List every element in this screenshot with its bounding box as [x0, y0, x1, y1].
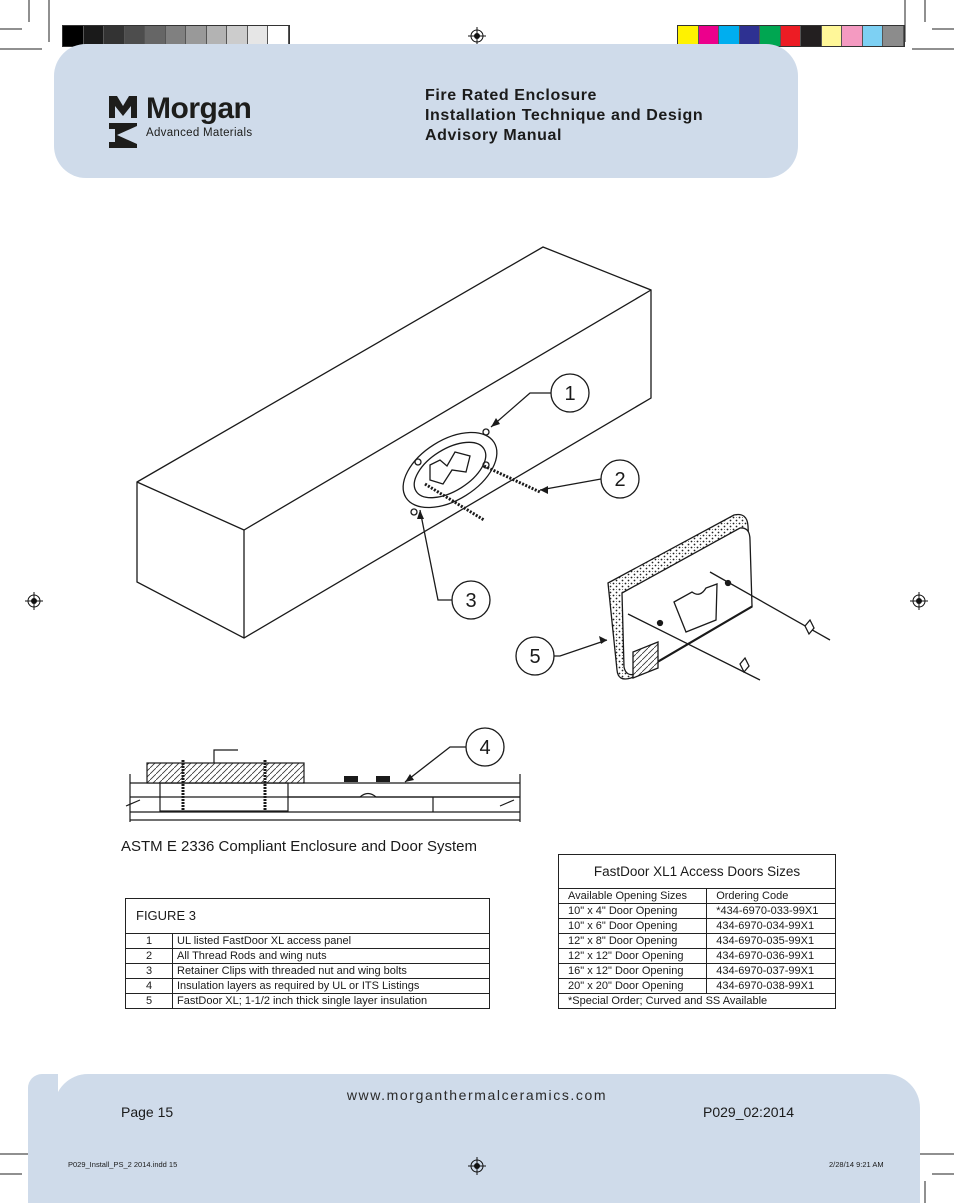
- registration-mark-top: [468, 27, 486, 45]
- color-swatch: [781, 26, 802, 46]
- table-row: 2 All Thread Rods and wing nuts: [126, 949, 490, 964]
- color-swatch: [227, 26, 248, 46]
- table-row: 12" x 12" Door Opening 434-6970-036-99X1: [559, 949, 836, 964]
- table-row: 20" x 20" Door Opening 434-6970-038-99X1: [559, 979, 836, 994]
- logo-wordmark: Morgan: [146, 92, 252, 125]
- color-swatch: [842, 26, 863, 46]
- callout-1: 1: [564, 383, 576, 405]
- callout-4: 4: [479, 737, 491, 759]
- table-row: 12" x 8" Door Opening 434-6970-035-99X1: [559, 934, 836, 949]
- color-swatch: [822, 26, 843, 46]
- figure-legend-title: FIGURE 3: [126, 899, 490, 934]
- color-swatch: [699, 26, 720, 46]
- color-swatch: [801, 26, 822, 46]
- page-number: Page 15: [121, 1104, 174, 1120]
- registration-mark-left: [25, 592, 43, 610]
- figure-caption: ASTM E 2336 Compliant Enclosure and Door System: [121, 838, 477, 855]
- enclosure-technical-drawing: [100, 230, 860, 830]
- color-swatch: [719, 26, 740, 46]
- door-sizes-table: [558, 854, 836, 1009]
- color-swatch: [248, 26, 269, 46]
- print-slug-file: P029_Install_PS_2 2014.indd 15: [68, 1160, 178, 1169]
- table-row: 16" x 12" Door Opening 434-6970-037-99X1: [559, 964, 836, 979]
- door-table-title: FastDoor XL1 Access Doors Sizes: [559, 855, 836, 889]
- color-swatch: [740, 26, 761, 46]
- table-row: 1 UL listed FastDoor XL access panel: [126, 934, 490, 949]
- door-table-note: *Special Order; Curved and SS Available: [559, 994, 836, 1009]
- color-swatch: [186, 26, 207, 46]
- registration-mark-right: [910, 592, 928, 610]
- callout-3: 3: [465, 590, 477, 612]
- document-title: Fire Rated Enclosure Installation Technique and Design Advisory Manual: [425, 87, 704, 144]
- color-swatch: [863, 26, 884, 46]
- figure-legend-table: [125, 898, 490, 1009]
- color-swatch: [145, 26, 166, 46]
- table-row: 10" x 4" Door Opening *434-6970-033-99X1: [559, 904, 836, 919]
- color-swatch: [760, 26, 781, 46]
- callout-5: 5: [529, 646, 541, 668]
- color-swatch: [104, 26, 125, 46]
- registration-mark-bottom: [468, 1157, 486, 1175]
- color-swatch: [63, 26, 84, 46]
- website-link[interactable]: www.morganthermalceramics.com: [346, 1087, 608, 1103]
- document-code: P029_02:2014: [703, 1104, 795, 1120]
- table-row: 4 Insulation layers as required by UL or ITS Listings: [126, 979, 490, 994]
- color-swatch: [125, 26, 146, 46]
- morgan-logo-icon: [109, 96, 137, 148]
- color-swatch: [207, 26, 228, 46]
- table-row: 10" x 6" Door Opening 434-6970-034-99X1: [559, 919, 836, 934]
- color-swatch: [84, 26, 105, 46]
- color-swatch: [883, 26, 904, 46]
- callout-2: 2: [614, 469, 626, 491]
- color-swatch: [166, 26, 187, 46]
- table-row: 5 FastDoor XL; 1-1/2 inch thick single layer insulation: [126, 994, 490, 1009]
- color-swatch: [268, 26, 289, 46]
- logo-tagline: Advanced Materials: [146, 127, 253, 139]
- table-row: 3 Retainer Clips with threaded nut and wing bolts: [126, 964, 490, 979]
- print-slug-date: 2/28/14 9:21 AM: [829, 1160, 884, 1169]
- color-swatch: [678, 26, 699, 46]
- table-header-row: Available Opening Sizes Ordering Code: [559, 889, 836, 904]
